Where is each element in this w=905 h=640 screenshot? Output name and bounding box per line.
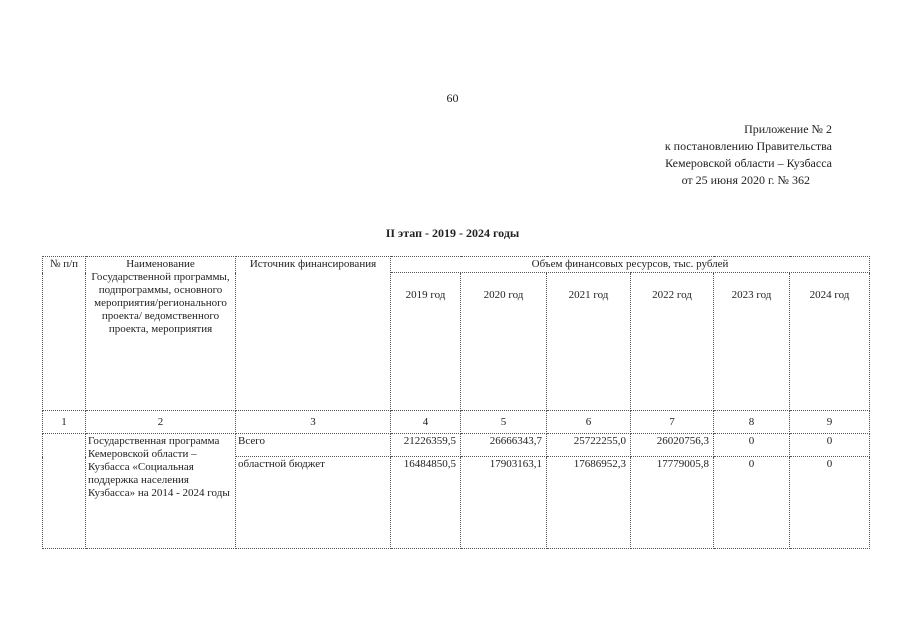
column-number: 4 xyxy=(391,411,461,434)
column-number: 6 xyxy=(547,411,631,434)
header-num: № п/п xyxy=(43,257,86,411)
header-year-2019: 2019 год xyxy=(391,273,461,411)
column-number: 9 xyxy=(790,411,870,434)
program-name: Государственная программа Кемеровской области – Кузбасса «Социальная поддержка населения Кузбасса» на 2014 - 2024 годы xyxy=(86,434,236,549)
value-cell: 0 xyxy=(790,434,870,457)
value-cell: 0 xyxy=(790,457,870,549)
appendix-block xyxy=(665,121,832,189)
value-cell: 17686952,3 xyxy=(547,457,631,549)
stage-title: II этап - 2019 - 2024 годы xyxy=(385,226,520,240)
column-number-row xyxy=(43,411,870,434)
header-volume: Объем финансовых ресурсов, тыс. рублей xyxy=(391,257,870,273)
header-year-2022: 2022 год xyxy=(631,273,714,411)
column-number: 3 xyxy=(236,411,391,434)
funding-source: Всего xyxy=(236,434,391,457)
header-source: Источник финансирования xyxy=(236,257,391,411)
appendix-line-2: к постановлению Правительства xyxy=(664,139,832,153)
value-cell: 26020756,3 xyxy=(631,434,714,457)
column-number: 1 xyxy=(43,411,86,434)
value-cell: 21226359,5 xyxy=(391,434,461,457)
page-number: 60 xyxy=(446,91,459,105)
appendix-line-4: от 25 июня 2020 г. № 362 xyxy=(681,173,810,187)
value-cell: 17903163,1 xyxy=(461,457,547,549)
financing-table xyxy=(42,256,870,549)
appendix-line-3: Кемеровской области – Кузбасса xyxy=(665,156,832,170)
header-year-2023: 2023 год xyxy=(714,273,790,411)
program-num xyxy=(43,434,86,549)
value-cell: 0 xyxy=(714,434,790,457)
column-number: 7 xyxy=(631,411,714,434)
table-row xyxy=(43,434,870,457)
header-year-2024: 2024 год xyxy=(790,273,870,411)
column-number: 5 xyxy=(461,411,547,434)
appendix-line-1: Приложение № 2 xyxy=(744,122,832,136)
value-cell: 17779005,8 xyxy=(631,457,714,549)
funding-source: областной бюджет xyxy=(236,457,391,549)
column-number: 2 xyxy=(86,411,236,434)
value-cell: 25722255,0 xyxy=(547,434,631,457)
value-cell: 16484850,5 xyxy=(391,457,461,549)
header-year-2020: 2020 год xyxy=(461,273,547,411)
column-number: 8 xyxy=(714,411,790,434)
value-cell: 0 xyxy=(714,457,790,549)
header-name: Наименование Государственной программы, подпрограммы, основного мероприятия/регионального проекта/ ведомственного проекта, мероприятия xyxy=(86,257,236,411)
header-year-2021: 2021 год xyxy=(547,273,631,411)
value-cell: 26666343,7 xyxy=(461,434,547,457)
